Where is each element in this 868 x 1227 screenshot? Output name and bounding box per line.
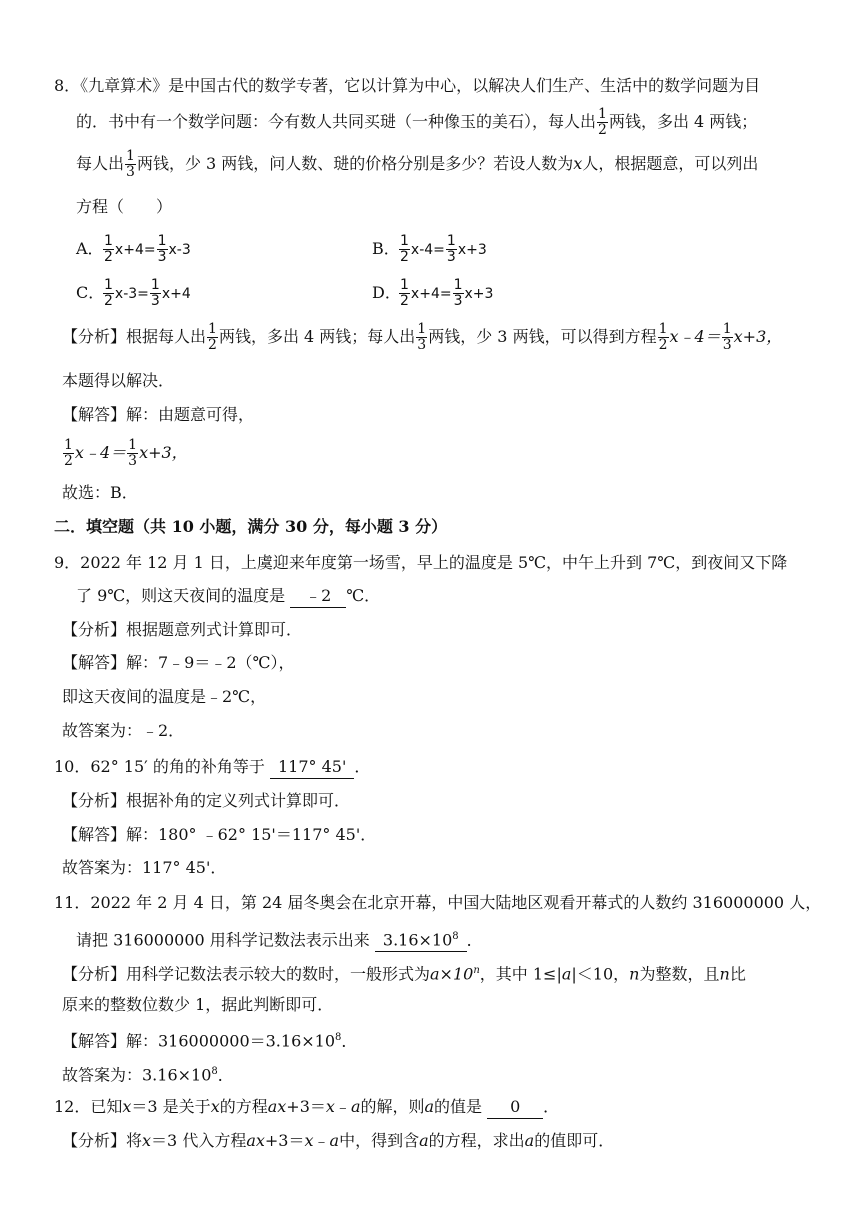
q9-analysis: 【分析】根据题意列式计算即可． xyxy=(62,620,303,639)
q8-line2 xyxy=(76,107,757,138)
answer-blank[interactable]: ﹣2 xyxy=(290,585,346,608)
q9-answer: 故答案为：﹣2． xyxy=(62,721,185,740)
q11-analysis: 【分析】用科学记数法表示较大的数时，一般形式为$a\times 10^n$，其中 1≤|a|＜10，n为整数，且n比 xyxy=(62,964,746,984)
q9-line1: 9．2022 年 12 月 1 日，上虞迎来年度第一场雪，早上的温度是 5℃，中午上升到 7℃，到夜间又下降 xyxy=(54,553,788,572)
q8-line4: 方程（ ） xyxy=(76,197,173,216)
q12-analysis: 【分析】将x＝3 代入方程ax+3＝x﹣a中，得到含a的方程，求出a的值即可． xyxy=(62,1131,615,1150)
q9-step: 即这天夜间的温度是﹣2℃， xyxy=(62,687,267,706)
fraction-half: $\frac{1}{2}$ xyxy=(598,106,607,138)
q10-line1: 10．62° 15′ 的角的补角等于 117° 45' ． xyxy=(54,756,370,779)
q10-solution: 【解答】解：180° ﹣62° 15'＝117° 45'． xyxy=(62,825,377,844)
q8-solution: 【解答】解：由题意可得， xyxy=(62,405,255,424)
section-heading: 二．填空题（共 10 小题，满分 30 分，每小题 3 分） xyxy=(54,517,448,536)
option-a[interactable]: A． $\frac{1}{2}$ x+4= $\frac{1}{3}$ x-3 xyxy=(76,233,191,265)
q11-line2: 请把 316000000 用科学记数法表示出来 $3.16\times 10^8$ ． xyxy=(76,926,483,952)
q10-analysis: 【分析】根据补角的定义列式计算即可． xyxy=(62,791,351,810)
q12-line1: 12．已知x＝3 是关于x的方程ax+3＝x﹣a的解，则a的值是 0 ． xyxy=(54,1096,559,1119)
option-b[interactable]: B． $\frac{1}{2}$ x-4= $\frac{1}{3}$ x+3 xyxy=(372,233,487,265)
q8-text: 8．《九章算术》是中国古代的数学专著，它以计算为中心，以解决人们生产、生活中的数学问题为目 xyxy=(54,76,761,95)
q11-analysis-line2: 原来的整数位数少 1，据此判断即可． xyxy=(62,995,334,1014)
answer-blank[interactable]: 0 xyxy=(487,1096,543,1119)
q9-solution: 【解答】解：7﹣9＝﹣2（℃）， xyxy=(62,653,295,672)
q8-analysis: 【分析】根据每人出 $\frac{1}{2}$ 两钱，多出 4 两钱；每人出 $\frac{1}{3}$ 两钱，少 3 两钱，可以得到方程 $\frac{1}{2}$ x﹣4＝ $\frac{1}{3}$ x+3， xyxy=(62,321,783,353)
q11-line1: 11．2022 年 2 月 4 日，第 24 届冬奥会在北京开幕，中国大陆地区观看开幕式的人数约 316000000 人， xyxy=(54,893,822,912)
q8-choice: 故选：B． xyxy=(62,483,138,502)
q8-text: 的．书中有一个数学问题：今有数人共同买琎（一种像玉的美石），每人出 xyxy=(76,112,597,131)
answer-blank[interactable]: $3.16\times 10^8$ xyxy=(375,926,467,952)
answer-blank[interactable]: 117° 45' xyxy=(270,756,354,779)
q11-solution: 【解答】解：$316000000=3.16\times 10^8$． xyxy=(62,1031,358,1051)
q8-text: 两钱，多出 4 两钱； xyxy=(608,112,758,131)
fraction-third: $\frac{1}{3}$ xyxy=(126,148,135,180)
q11-answer: 故答案为：$3.16\times 10^8$． xyxy=(62,1065,234,1085)
option-d[interactable]: D． $\frac{1}{2}$ x+4= $\frac{1}{3}$ x+3 xyxy=(372,277,494,309)
q8-equation: $\frac{1}{2}$ x﹣4＝ $\frac{1}{3}$ x+3， xyxy=(64,437,188,469)
q9-line2: 了 9℃，则这天夜间的温度是 ﹣2 ℃． xyxy=(76,585,380,608)
option-c[interactable]: C． $\frac{1}{2}$ x-3= $\frac{1}{3}$ x+4 xyxy=(76,277,191,309)
q10-answer: 故答案为：117° 45'． xyxy=(62,858,227,877)
q8-analysis-line2: 本题得以解决． xyxy=(62,371,175,390)
q8-line1 xyxy=(54,75,760,97)
q8-line3: 每人出 $\frac{1}{3}$ 两钱，少 3 两钱，问人数、琎的价格分别是多少？若设人数为x人，根据题意，可以列出 xyxy=(76,148,759,180)
